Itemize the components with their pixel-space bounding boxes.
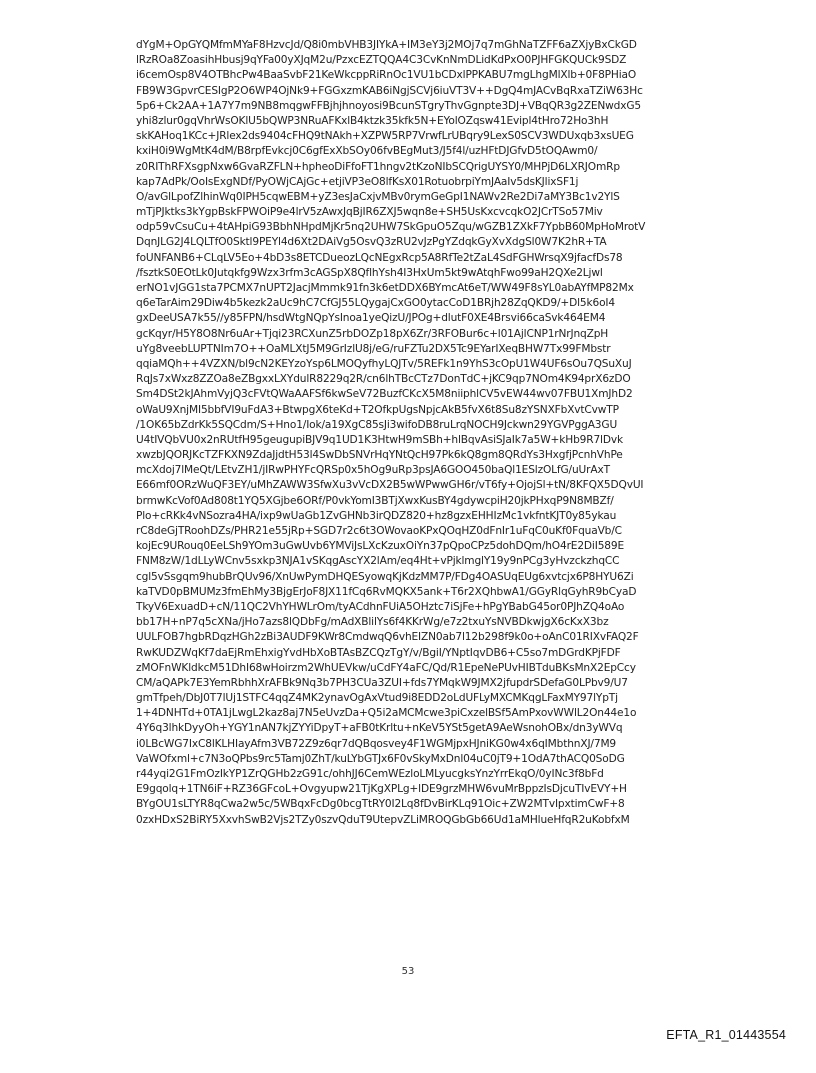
text-line: BYgOU1sLTYR8qCwa2w5c/5WBqxFcDg0bcgTtRY0I2Lq8fDvBirKLq91Oic+ZW2MTvIpxtimCwF+8 bbox=[136, 798, 625, 811]
text-line: dYgM+OpGYQMfmMYaF8HzvcJd/Q8i0mbVHB3JIYkA+IM3eY3j2MOj7q7mGhNaTZFF6aZXjyBxCkGD bbox=[136, 39, 637, 51]
text-line: RqJs7xWxz8ZZOa8eZBgxxLXYdulR8229q2R/cn6lhTBcCTz7DonTdC+jKC9qp7NOm4K94prX6zDO bbox=[136, 373, 631, 386]
text-line: gmTfpeh/DbJ0T7lUj1STFC4qqZ4MK2ynavOgAxVtud9i8EDD2oLdUFLyMXCMKqgLFaxMY97lYpTj bbox=[136, 692, 618, 705]
text-line: gxDeeUSA7k55//y85FPN/hsdWtgNQpYsInoa1yeQizU/JPOg+dlutF0XE4Brsvi66caSvk464EM4 bbox=[136, 312, 606, 325]
text-line: VaWOfxml+c7N3oQPbs9rc5Tamj0ZhT/kuLYbGTJx6F0vSkyMxDnl04uC0jT9+1OdA7thACQ0SoDG bbox=[136, 752, 625, 765]
text-line: FB9W3GpvrCESIgP2O6WP4OjNk9+FGGxzmKAB6iNgjSCVj6iuVT3V++DgQ4mJACvBqRxaTZiW63Hc bbox=[136, 84, 643, 97]
text-line: kxiH0i9WgMtK4dM/B8rpfEvkcj0C6gfExXbSOy06fvBEgMut3/J5f4l/uzHFtDJGfvD5tOQAwm0/ bbox=[136, 145, 598, 158]
text-line: 1+4DNHTd+0TA1jLwgL2kaz8aj7N5eUvzDa+Q5i2aMCMcwe3piCxzelBSf5AmPxovWWlL2On44e1o bbox=[136, 707, 637, 720]
text-line: qqiaMQh++4VZXN/bl9cN2KEYzoYsp6LMOQyfhyLQJTv/5REFk1n9YhS3cOpU1W4UF6sOu7QSuXuJ bbox=[136, 357, 632, 370]
encoded-text-block bbox=[136, 38, 696, 828]
text-line: kaTVD0pBMUMz3fmEhMy3BjgErJoF8JX11fCq6RvMQKX5ank+T6r2XQhbwA1/GGyRlqGyhR9bCyaD bbox=[136, 585, 637, 598]
text-line: skKAHoq1KCc+JRlex2ds9404cFHQ9tNAkh+XZPW5RP7VrwfLrUBqry9LexS0SCV3WDUxqb3xsUEG bbox=[136, 130, 634, 143]
text-line: lRzROa8ZoasihHbusj9qYFa00yXJqM2u/PzxcEZTQQA4C3CvKnNmDLidKdPxO0PJHFGKQUCk9SDZ bbox=[136, 54, 627, 67]
text-line: 4Y6q3lhkDyyOh+YGY1nAN7kjZYYiDpyT+aFB0tKrltu+nKeV5YSt5getA9AeWsnohOBx/dn3yWVq bbox=[136, 722, 623, 735]
text-line: brmwKcVof0Ad808t1YQ5XGjbe6ORf/P0vkYomI3BTjXwxKusBY4gdywcpiH20jkPHxqP9N8MBZf/ bbox=[136, 494, 614, 507]
text-line: gcKqyr/H5Y8O8Nr6uAr+Tjqi23RCXunZ5rbDOZp18pX6Zr/3RFOBur6c+l01AjlCNP1rNrJnqZpH bbox=[136, 327, 609, 340]
text-line: Sm4DSt2kJAhmVyjQ3cFVtQWaAAFSf6kwSeV72BuzfCKcX5M8niiphlCV5vEW44wv07FBU1XmJhD2 bbox=[136, 388, 633, 401]
text-line: kap7AdPk/OoIsExgNDf/PyOWjCAjGc+etjiVP3eO8lfKsX01RotuobrpiYmJAaIv5dsKJlixSF1j bbox=[136, 175, 579, 188]
page-number: 53 bbox=[401, 966, 415, 977]
text-line: /fsztkS0EOtLk0Jutqkfg9Wzx3rfm3cAGSpX8QflhYsh4I3HxUm5kt9wAtqhFwo99aH2QXe2Ljwl bbox=[136, 266, 603, 279]
text-line: odp59vCsuCu+4tAHpiG93BbhNHpdMjKr5nq2UHW7SkGpuO5Zqu/wGZB1ZXkF7YpbB60MpHoMrotV bbox=[136, 221, 646, 234]
text-line: Plo+cRKk4vNSozra4HA/ixp9wUaGb1ZvGHNb3irQDZ820+hz8gzxEHHIzMc1vkfntKJT0y85ykau bbox=[136, 509, 617, 522]
text-line: r44yqi2G1FmOzIkYP1ZrQGHb2zG91c/ohhJJ6CemWEzloLMLyucgksYnzYrrEkqO/0yINc3f8bFd bbox=[136, 768, 604, 780]
text-line: kojEc9URouq0EeLSh9YOm3uGwUvb6YMViJsLXcKzuxOiYn37pQpoCPz5dohDQm/hO4rE2DiI589E bbox=[136, 540, 625, 553]
text-line: E66mf0ORzWuQF3EY/uMhZAWW3SfwXu3vVcDX2B5wWPwwGH6r/vT6fy+OjojSl+tN/8KFQX5DQvUI bbox=[136, 479, 644, 492]
text-line: mcXdoj7lMeQt/LEtvZH1/jIRwPHYFcQRSp0x5hOg9uRp3psJA6GOO450baQl1ESlzOLfG/uUrAxT bbox=[136, 464, 610, 477]
text-line: xwzbJQORJKcTZFKXN9ZdaJjdtH53l4SwDbSNVrHqYNtQcH97Pk6kQ8gm8QRdYs3HxgfjPcnhVhPe bbox=[136, 449, 623, 462]
text-line: i0LBcWG7IxC8lKLHIayAfm3VB72Z9z6qr7dQBqosvey4F1WGMjpxHJniKG0w4x6qIMbthnXJ/7M9 bbox=[136, 737, 617, 750]
text-line: RwKUDZWqKf7daEjRmEhxigYvdHbXoBTAsBZCQzTgY/v/BgiI/YNptIqvDB6+C5so7mDGrdKPjFDF bbox=[136, 646, 621, 659]
text-line: i6cemOsp8V4OTBhcPw4BaaSvbF21KeWkcppRiRnOc1VU1bCDxlPPKABU7mgLhgMlXlb+0F8PHiaO bbox=[136, 69, 637, 82]
text-line: CM/aQAPk7E3YemRbhhXrAFBk9Nq3b7PH3CUa3ZUI+fds7YMqkW9JMX2jfupdrSDefaG0LPbv9/U7 bbox=[136, 676, 628, 689]
text-line: z0RIThRFXsgpNxw6GvaRZFLN+hpheoDiFfoFT1hngv2tKzoNIbSCQrigUYSY0/MHPjD6LXRJOmRp bbox=[136, 160, 620, 173]
text-line: yhi8zlur0gqVhrWsOKlU5bQWP3NRuAFKxlB4ktzk35kfk5N+EYolOZqsw41Evipl4tHro72Ho3hH bbox=[136, 114, 609, 127]
text-line: foUNFANB6+CLqLV5Eo+4bD3s8ETCDueozLQcNEgxRcp5A8RfTe2tZaL4SdFGHWrsqX9jfacfDs78 bbox=[136, 251, 623, 264]
text-line: uYg8veebLUPTNIm7O++OaMLXtJ5M9GrIzlU8j/eG/ruFZTu2DX5Tc9EYarIXeqBHW7Tx99FMbstr bbox=[136, 342, 611, 355]
document-id-footer: EFTA_R1_01443554 bbox=[666, 1028, 786, 1042]
text-line: zMOFnWKldkcM51DhI68wHoirzm2WhUEVkw/uCdFY4aFC/Qd/R1EpeNePUvHIBTduBKsMnX2EpCcy bbox=[136, 661, 636, 674]
text-line: erNO1vJGG1sta7PCMX7nUPT2JacjMmmk91fn3k6etDDX6BYmcAt6eT/WW49F8sYL0abAYfMP82Mx bbox=[136, 282, 634, 294]
text-line: FNM8zW/1dLLyWCnv5sxkp3NJA1vSKqgAscYX2lAm/eq4Ht+vPjklmglY19y9nPCg3yHvzckzhqCC bbox=[136, 555, 620, 568]
text-line: TkyV6ExuadD+cN/11QC2VhYHWLrOm/tyACdhnFUiA5OHztc7iSjFe+hPgYBabG45or0PJhZQ4oAo bbox=[136, 600, 625, 613]
text-line: 0zxHDxS2BiRY5XxvhSwB2Vjs2TZy0szvQduT9UtepvZLiMROQGbGb66Ud1aMHlueHfqR2uKobfxM bbox=[136, 813, 630, 826]
text-line: DqnJLG2J4LQLTfO0Sktl9PEYl4d6Xt2DAiVg5OsvQ3zRU2vJzPgYZdqkGyXvXdgSl0W7K2hR+TA bbox=[136, 236, 607, 249]
text-line: O/avGlLpofZlhinWq0IPH5cqwEBM+yZ3esJaCxjvMBv0rymGeGpI1NAWv2Re2Di7aMY3Bc1v2YlS bbox=[136, 190, 620, 203]
text-line: 5p6+Ck2AA+1A7Y7m9NB8mqgwFFBjhjhnoyosi9BcunSTgryThvGgnpte3DJ+VBqQR3g2ZENwdxG5 bbox=[136, 99, 641, 112]
text-line: U4tIVQbVU0x2nRUtfH95geugupiBJV9q1UD1K3HtwH9mSBh+hlBqvAsiSJaIk7a5W+kHb9R7lDvk bbox=[136, 433, 623, 446]
text-line: E9gqolq+1TN6iF+RZ36GFcoL+Ovgyupw21TjKgXPLg+lDE9grzMHW6vuMrBppzIsDjcuTIvEVY+H bbox=[136, 783, 627, 796]
text-line: mTjPJktks3kYgpBskFPWOiP9e4lrV5zAwxJqBjIR6ZXJ5wqn8e+SH5UsKxcvcqkO2JCrTSo57Miv bbox=[136, 206, 603, 219]
text-line: UULFOB7hgbRDqzHGh2zBi3AUDF9KWr8CmdwqQ6vhEIZN0ab7l12b298f9k0o+oAnC01RIXvFAQ2F bbox=[136, 631, 639, 644]
text-line: /1OK65bZdrKk5SQCdm/S+Hno1/Iok/a19XgC85sJi3wifoDB8ruLrqNOCH9Jckwn29YGVPggA3GU bbox=[136, 418, 618, 431]
text-line: q6eTarAim29Diw4b5kezk2aUc9hC7CfGJ55LQygajCxGO0ytacCoD1BRjh28ZqQKD9/+Dl5k6oI4 bbox=[136, 297, 615, 310]
text-line: rC8deGjTRoohDZs/PHR21e55jRp+SGD7r2c6t3OWovaoKPxQOqHZ0dFnIr1uFqC0uKf0FquaVb/C bbox=[136, 525, 622, 537]
text-line: bb17H+nP7q5cXNa/jHo7azs8lQDbFg/mAdXBlilYs6f4KKrWg/e7z2txuYsNVBDkwjgX6cKxX3bz bbox=[136, 616, 609, 629]
text-line: cgl5vSsgqm9hubBrQUv96/XnUwPymDHQESyowqKjKdzMM7P/FDg4OASUqEUg6xvtcjx6P8HYU6Zi bbox=[136, 570, 634, 583]
text-line: oWaU9XnjMI5bbfVI9uFdA3+BtwpgX6teKd+T2OfkpUgsNpjcAkB5fvX6t8Su8zYSNXFbXvtCvwTP bbox=[136, 403, 619, 416]
